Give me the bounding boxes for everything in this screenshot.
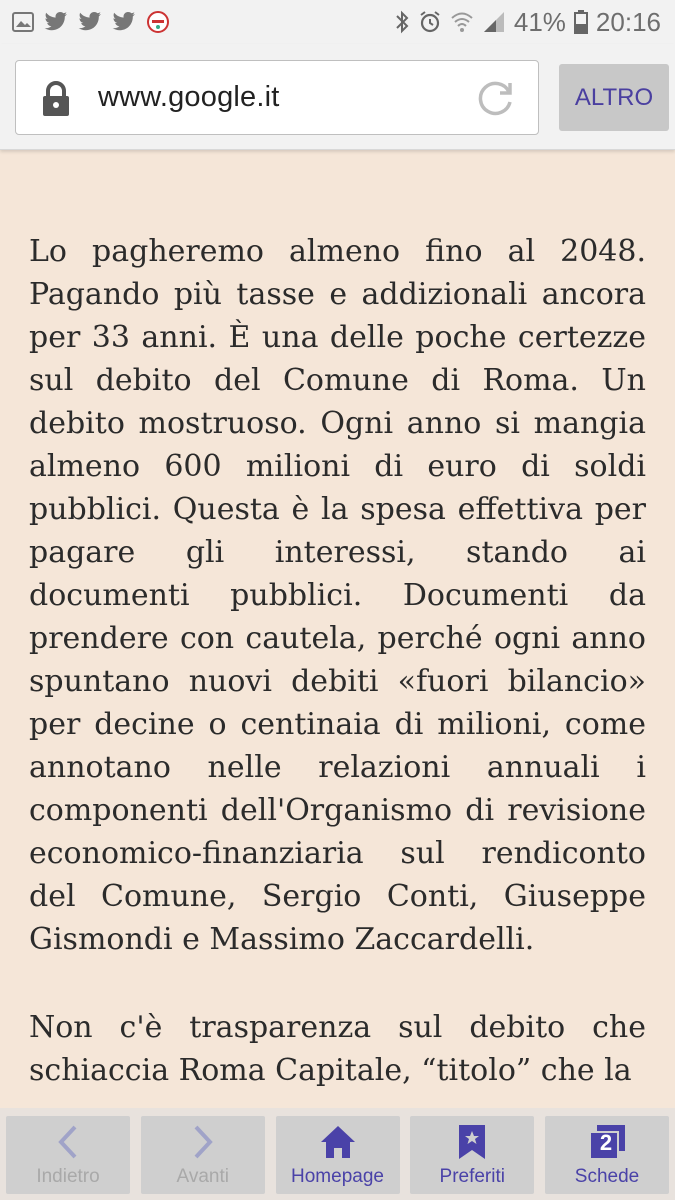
- forward-button[interactable]: [141, 1116, 265, 1194]
- homepage-label: Homepage: [291, 1166, 384, 1187]
- back-button[interactable]: [6, 1116, 130, 1194]
- wifi-icon: [450, 10, 474, 34]
- alarm-icon: [418, 10, 442, 34]
- status-bar: [0, 0, 675, 44]
- lock-icon: [40, 81, 72, 122]
- article-content: [0, 150, 675, 1110]
- menu-button[interactable]: ALTRO: [559, 64, 669, 131]
- tabs-button[interactable]: [545, 1116, 669, 1194]
- battery-percent: 41%: [513, 6, 566, 37]
- battery-icon: [574, 10, 588, 34]
- homepage-button[interactable]: [276, 1116, 400, 1194]
- signal-icon: [482, 10, 506, 34]
- bookmark-star-icon: [452, 1122, 492, 1162]
- favorites-label: Preferiti: [439, 1166, 505, 1187]
- tabs-count: 2: [599, 1130, 613, 1155]
- url-text[interactable]: www.google.it: [98, 81, 280, 113]
- article-paragraph: Lo pagheremo almeno fino al 2048. Pagando più tasse e addizionali ancora per 33 anni. È una delle poche certezze sul debito del Comune di Roma. Un debito mostruoso. Ogni anno si mangia almeno 600 milioni di euro di soldi pubblici. Questa è la spesa effettiva per pagare gli interessi, stando ai documenti pubblici. Documenti da prendere con cautela, perché ogni anno spuntano nuovi debiti «fuori bilancio» per decine o centinaia di milioni, come annotano nelle relazioni annuali i componenti dell'Organismo di revisione economico-finanziaria sul rendiconto del Comune, Sergio Conti, Giuseppe Gismondi e Massimo Zaccardelli.: [29, 234, 646, 957]
- chevron-left-icon: [48, 1122, 88, 1162]
- gallery-icon: [12, 12, 34, 32]
- home-icon: [318, 1122, 358, 1162]
- browser-toolbar: [0, 44, 675, 150]
- app-logo-icon: [146, 10, 170, 34]
- bottom-navigation: [0, 1108, 675, 1200]
- twitter-icon: [44, 12, 68, 32]
- back-label: Indietro: [36, 1166, 100, 1187]
- tabs-icon: [587, 1122, 627, 1162]
- twitter-icon: [78, 12, 102, 32]
- reload-icon[interactable]: [476, 78, 516, 123]
- chevron-right-icon: [183, 1122, 223, 1162]
- twitter-icon: [112, 12, 136, 32]
- favorites-button[interactable]: [410, 1116, 534, 1194]
- forward-label: Avanti: [176, 1166, 229, 1187]
- clock: 20:16: [595, 6, 661, 37]
- address-bar[interactable]: [15, 60, 539, 135]
- bluetooth-icon: [394, 10, 410, 34]
- tabs-label: Schede: [574, 1166, 640, 1187]
- article-paragraph: Non c'è trasparenza sul debito che schiaccia Roma Capitale, “titolo” che la: [29, 1010, 646, 1088]
